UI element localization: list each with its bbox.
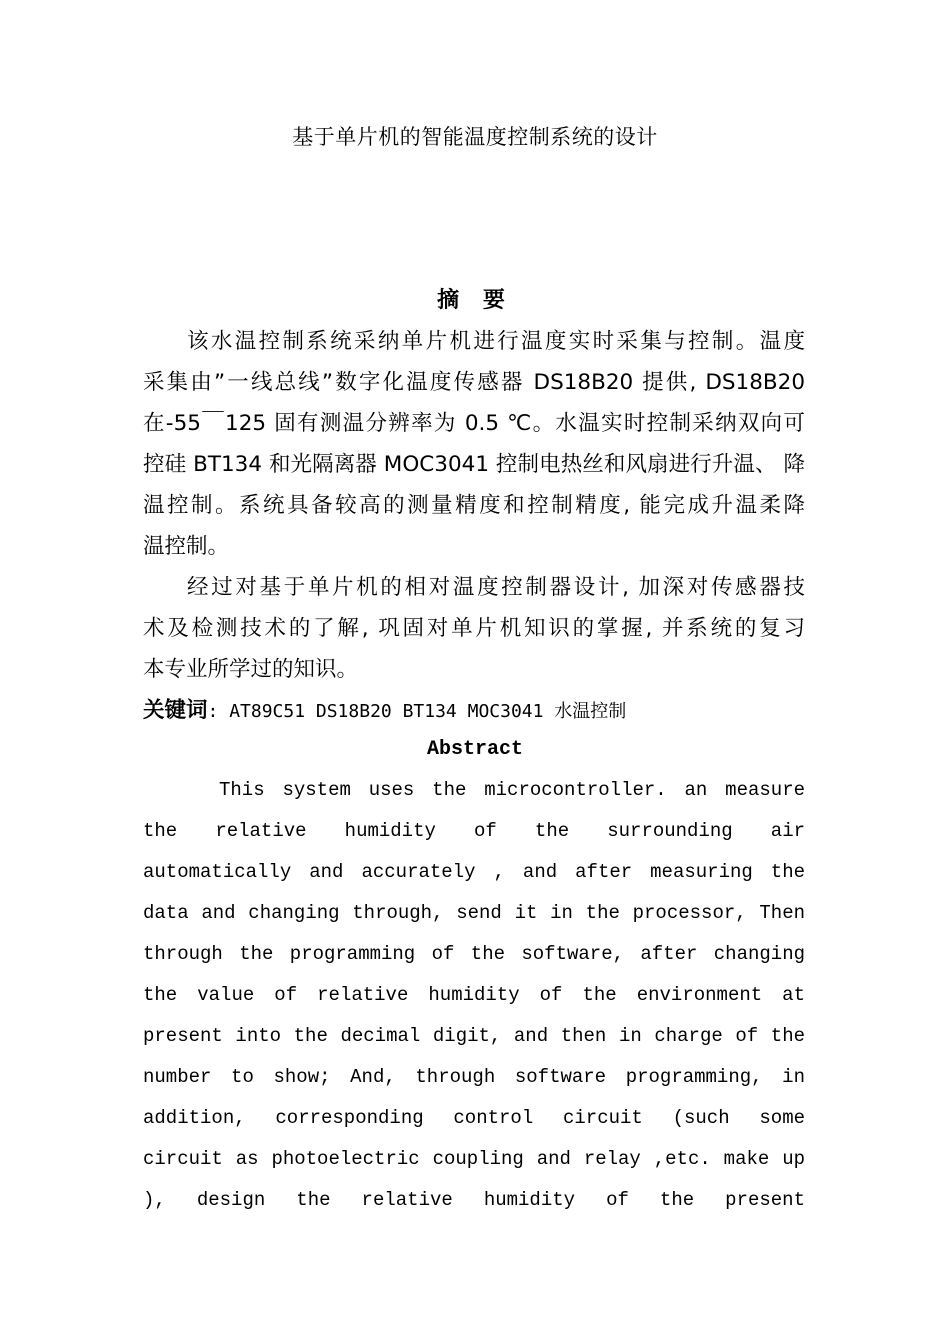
document-title: 基于单片机的智能温度控制系统的设计 [292,125,658,149]
keywords-label: 关键词 [143,698,208,723]
abstract-cn-line: 该水温控制系统采纳单片机进行温度实时采集与控制。温度 [187,329,805,354]
abstract-cn-line: 在-55￣125 固有测温分辨率为 0.5 ℃。水温实时控制采纳双向可 [143,411,805,436]
abstract-cn-line: 温控制。系统具备较高的测量精度和控制精度, 能完成升温柔降 [143,493,805,518]
abstract-en-line: through the programming of the software, after changing [143,943,805,965]
abstract-en-line: data and changing through, send it in the processor, Then [143,902,805,924]
abstract-en-line: the relative humidity of the surrounding air [143,820,805,842]
abstract-cn-line: 采集由”一线总线”数字化温度传感器 DS18B20 提供, DS18B20 [143,370,805,395]
abstract-en-line: This system uses the microcontroller. an measure [219,779,805,801]
abstract-en-line: automatically and accurately , and after measuring the [143,861,805,883]
abstract-en-line: number to show; And, through software programming, in [143,1066,805,1088]
abstract-en-line: circuit as photoelectric coupling and relay ,etc. make up [143,1148,805,1170]
abstract-en-line: the value of relative humidity of the environment at [143,984,805,1006]
abstract-en-line: addition, corresponding control circuit (such some [143,1107,805,1129]
abstract-cn-line: 术及检测技术的了解, 巩固对单片机知识的掌握, 并系统的复习 [143,616,805,641]
keywords-text: : AT89C51 DS18B20 BT134 MOC3041 水温控制 [207,701,627,722]
abstract-en-line: present into the decimal digit, and then in charge of the [143,1025,805,1047]
abstract-cn-heading: 摘 要 [437,288,513,313]
abstract-cn-line: 本专业所学过的知识。 [143,657,359,682]
keywords-line [143,690,805,731]
abstract-cn-line: 控硅 BT134 和光隔离器 MOC3041 控制电热丝和风扇进行升温、 降 [143,452,805,477]
abstract-cn-line: 经过对基于单片机的相对温度控制器设计, 加深对传感器技 [187,575,805,600]
abstract-en-line: ), design the relative humidity of the present [143,1189,805,1211]
abstract-cn-line: 温控制。 [143,534,230,559]
abstract-en-heading: Abstract [426,738,523,761]
